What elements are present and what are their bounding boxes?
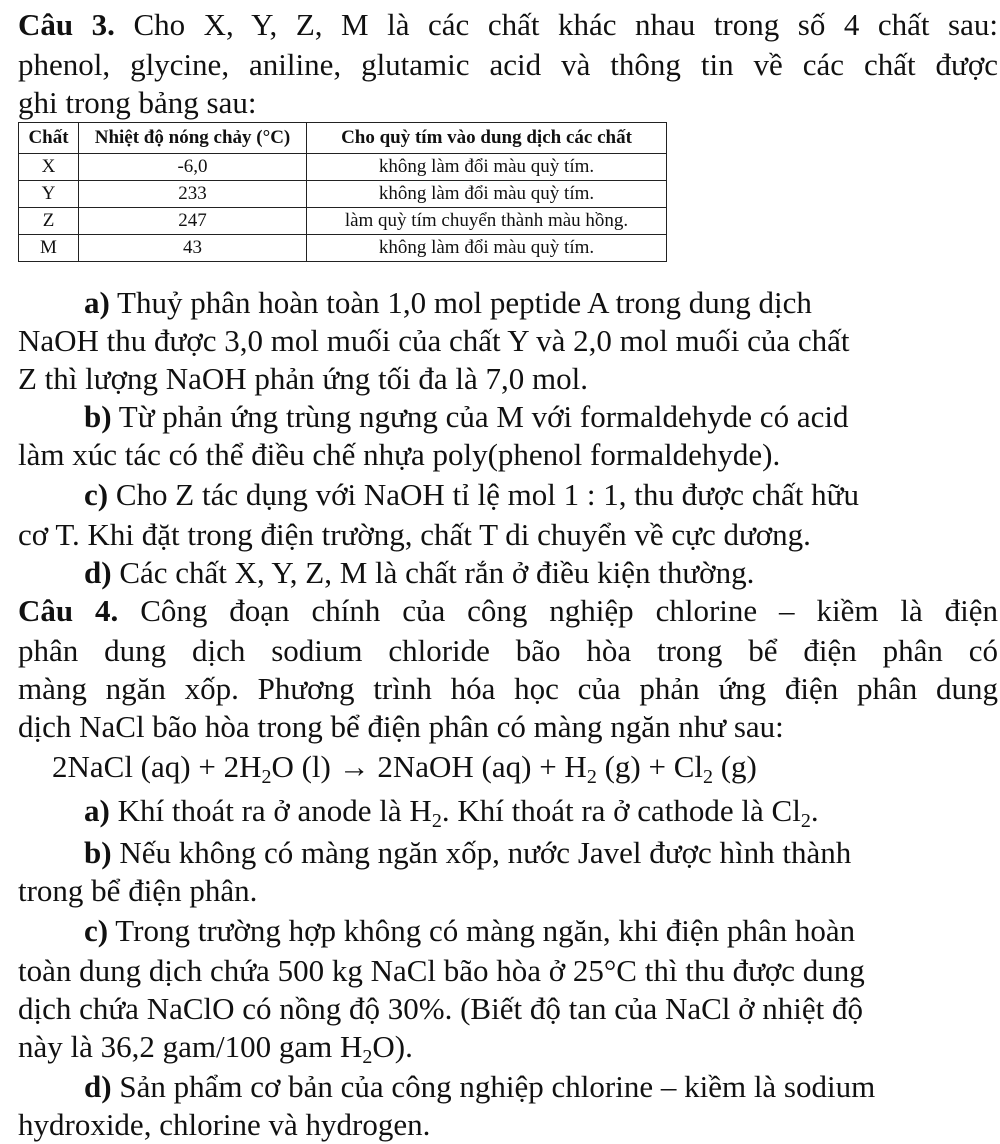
cell-melting-point: -6,0 <box>79 154 307 181</box>
q4-intro-line-3: màng ngăn xốp. Phương trình hóa học của phản ứng điện phân dung <box>18 671 998 706</box>
q4-c-text-4b: O). <box>372 1029 413 1064</box>
q3-c-line-1 <box>84 476 859 514</box>
q4-b-line-1 <box>84 834 851 872</box>
q4-intro-text-1: Công đoạn chính của công nghiệp chlorine – kiềm là điện <box>140 593 998 628</box>
q4-c-line-2: toàn dung dịch chứa 500 kg NaCl bão hòa ở 25°C thì thu được dung <box>18 953 865 988</box>
q4-d-text-1: Sản phẩm cơ bản của công nghiệp chlorine – kiềm là sodium <box>119 1069 876 1104</box>
q4-label: Câu 4. <box>18 593 119 628</box>
q4-a-subscript: 2 <box>800 810 811 832</box>
equation-part: O (l) → 2NaOH (aq) + H <box>271 749 587 784</box>
table-row <box>19 181 667 208</box>
q4-c-label: c) <box>84 913 109 948</box>
cell-substance: Z <box>19 208 79 235</box>
table-row <box>19 208 667 235</box>
q4-c-text-1: Trong trường hợp không có màng ngăn, khi điện phân hoàn <box>115 913 856 948</box>
properties-table <box>18 122 667 262</box>
q4-d-line-1 <box>84 1068 875 1106</box>
q4-c-line-3: dịch chứa NaClO có nồng độ 30%. (Biết độ tan của NaCl ở nhiệt độ <box>18 991 864 1026</box>
q4-a-text: Khí thoát ra ở anode là H <box>117 793 432 828</box>
equation-subscript: 2 <box>586 766 597 788</box>
q3-c-text-1: Cho Z tác dụng với NaOH tỉ lệ mol 1 : 1, thu được chất hữu <box>115 477 859 512</box>
q3-a-line-1 <box>84 284 812 322</box>
q4-a-label: a) <box>84 793 110 828</box>
q3-a-line-3: Z thì lượng NaOH phản ứng tối đa là 7,0 mol. <box>18 361 589 396</box>
header-substance: Chất <box>19 123 79 154</box>
q4-a-subscript: 2 <box>431 810 442 832</box>
q3-b-line-2: làm xúc tác có thể điều chế nhựa poly(phenol formaldehyde). <box>18 437 781 472</box>
cell-litmus: không làm đổi màu quỳ tím. <box>307 235 667 262</box>
cell-litmus: không làm đổi màu quỳ tím. <box>307 154 667 181</box>
q3-c-line-2: cơ T. Khi đặt trong điện trường, chất T di chuyển về cực dương. <box>18 517 811 552</box>
q4-d-line-2: hydroxide, chlorine và hydrogen. <box>18 1107 431 1142</box>
reaction-equation <box>52 748 757 786</box>
q4-d-label: d) <box>84 1069 112 1104</box>
q4-b-label: b) <box>84 835 112 870</box>
table-header-row <box>19 123 667 154</box>
equation-subscript: 2 <box>702 766 713 788</box>
q4-intro-line-2: phân dung dịch sodium chloride bão hòa trong bể điện phân có <box>18 633 998 668</box>
q3-c-label: c) <box>84 477 109 512</box>
q4-c-line-1 <box>84 912 855 950</box>
q3-a-text-1: Thuỷ phân hoàn toàn 1,0 mol peptide A trong dung dịch <box>117 285 812 320</box>
q3-a-line-2: NaOH thu được 3,0 mol muối của chất Y và 2,0 mol muối của chất <box>18 323 850 358</box>
q3-d-line-1 <box>84 554 754 592</box>
cell-melting-point: 233 <box>79 181 307 208</box>
cell-litmus: không làm đổi màu quỳ tím. <box>307 181 667 208</box>
cell-substance: Y <box>19 181 79 208</box>
q3-d-label: d) <box>84 555 112 590</box>
q4-b-text-1: Nếu không có màng ngăn xốp, nước Javel được hình thành <box>119 835 852 870</box>
equation-part: 2NaCl (aq) + 2H <box>52 749 262 784</box>
equation-subscript: 2 <box>261 766 272 788</box>
q4-intro-line-4: dịch NaCl bão hòa trong bể điện phân có màng ngăn như sau: <box>18 709 784 744</box>
cell-melting-point: 43 <box>79 235 307 262</box>
cell-melting-point: 247 <box>79 208 307 235</box>
table-row <box>19 154 667 181</box>
q3-intro-text-1: Cho X, Y, Z, M là các chất khác nhau trong số 4 chất sau: <box>133 7 998 42</box>
q3-b-line-1 <box>84 398 848 436</box>
q3-intro-line-3: ghi trong bảng sau: <box>18 85 257 120</box>
q3-b-text-1: Từ phản ứng trùng ngưng của M với formaldehyde có acid <box>118 399 849 434</box>
table-row <box>19 235 667 262</box>
equation-part: (g) + Cl <box>596 749 703 784</box>
q4-a-text: . Khí thoát ra ở cathode là Cl <box>441 793 801 828</box>
q4-b-line-2: trong bể điện phân. <box>18 873 258 908</box>
cell-litmus: làm quỳ tím chuyển thành màu hồng. <box>307 208 667 235</box>
header-melting-point: Nhiệt độ nóng chảy (°C) <box>79 123 307 154</box>
q4-c-subscript: 2 <box>362 1046 373 1068</box>
cell-substance: M <box>19 235 79 262</box>
q4-a-text: . <box>810 793 819 828</box>
q3-a-label: a) <box>84 285 110 320</box>
q4-c-line-4 <box>18 1028 413 1066</box>
cell-substance: X <box>19 154 79 181</box>
header-litmus: Cho quỳ tím vào dung dịch các chất <box>307 123 667 154</box>
q3-d-text-1: Các chất X, Y, Z, M là chất rắn ở điều kiện thường. <box>119 555 755 590</box>
q3-label: Câu 3. <box>18 7 115 42</box>
q3-b-label: b) <box>84 399 112 434</box>
equation-part: (g) <box>712 749 757 784</box>
q4-c-text-4: này là 36,2 gam/100 gam H <box>18 1029 363 1064</box>
q3-intro-line-1 <box>18 6 998 44</box>
q4-a-line-1 <box>84 792 819 830</box>
q3-intro-line-2: phenol, glycine, aniline, glutamic acid và thông tin về các chất được <box>18 47 998 82</box>
q4-intro-line-1 <box>18 592 998 630</box>
